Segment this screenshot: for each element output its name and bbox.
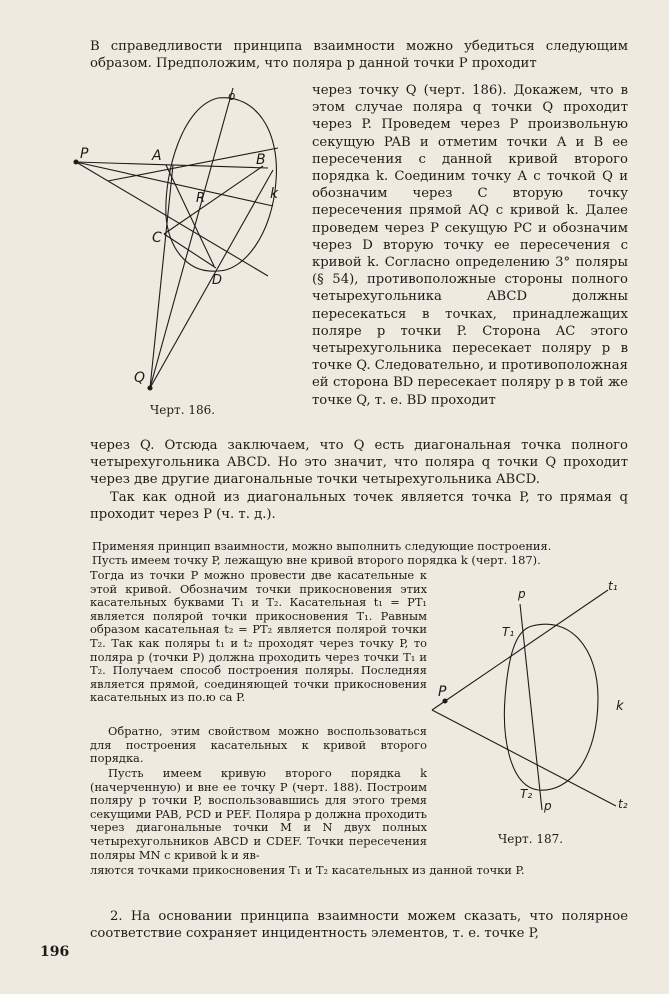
paragraph-2: Так как одной из диагональных точек является точка P, то прямая q проходит через P (ч. т. д.). [90, 490, 628, 523]
line-extra [108, 148, 278, 181]
page-number: 196 [40, 944, 70, 960]
small-paragraph-3: Тогда из точки P можно провести две касательные к этой кривой. Обозначим точки прикосновения этих касательных буквами T₁ и T₂. Касательная t₁ = PT₁ является полярой точки прикосновения T₁. Равным образом касательная t₂ = PT₂ является полярой точки T₂. Так как поляры t₁ и t₂ проходят через точку P, то поляра p (точки P) должна проходить через точки T₁ и T₂. Получаем способ построения поляры. Последняя является прямой, соединяющей точки прикосновения касательных из по.ю са P. [90, 568, 427, 705]
label-Q: Q [134, 370, 146, 386]
paragraph-1-wrap: через точку Q (черт. 186). Докажем, что в этом случае поляра q точки Q проходит через P. Проведем через P произвольную секущую PAB и отметим точки A и B ее пересечения с данной кривой второго порядка k. Соединим точку A с точкой Q и обозначим через C вторую точку пересечения прямой AQ с кривой k. Далее проведем через P секущую PC и обозначим через D вторую точку ее пересечения с кривой k. Согласно определению 3° поляры (§ 54), противоположные стороны полного четырехугольника ABCD должны пересекаться в точках, принадлежащих поляре p точки P. Сторона AC этого четырехугольника пересекает поляру p в точке Q. Следовательно, и противоположная ей сторона BD пересекает поляру p в той же точке Q, т. е. BD проходит [312, 83, 628, 408]
label-k: k [270, 186, 279, 202]
label-P: P [80, 146, 89, 162]
polar-p [520, 604, 542, 810]
figure-186-caption: Черт. 186. [150, 403, 216, 417]
label-C: C [152, 230, 162, 246]
label-t2: t₂ [618, 797, 628, 811]
label-R: R [196, 191, 206, 206]
small-paragraph-2: Пусть имеем точку P, лежащую вне кривой второго порядка k (черт. 187). [92, 553, 541, 567]
label-o: o [228, 89, 236, 103]
label-D: D [212, 273, 223, 288]
line-cd [164, 234, 216, 268]
label-A: A [152, 148, 162, 164]
label-T1: T₁ [502, 625, 515, 639]
paragraph-1-full: В справедливости принципа взаимности можно убедиться следующим образом. Предположим, что поляра p данной точки P проходит [90, 39, 628, 72]
label-B: B [256, 152, 266, 168]
line-ac [150, 165, 173, 388]
curve-k [504, 624, 598, 790]
figure-186 [68, 86, 300, 406]
label-p-bottom: p [544, 799, 552, 813]
paragraph-3: 2. На основании принципа взаимности можем сказать, что полярное соответствие сохраняет инцидентность элементов, т. е. точке P, [90, 909, 628, 942]
paragraph-1-continuation: через Q. Отсюда заключаем, что Q есть диагональная точка полного четырехугольника ABCD. Но это значит, что поляра q точки Q проходит через две другие диагональные точки четырехугольника ABCD. [90, 438, 628, 488]
label-k: k [616, 699, 624, 714]
figure-187-caption: Черт. 187. [498, 832, 564, 846]
curve-k [166, 98, 277, 272]
small-paragraph-6: ляются точками прикосновения T₁ и T₂ касательных из данной точки P. [90, 863, 525, 877]
label-p-top: p [518, 587, 526, 601]
polar-line [150, 88, 236, 388]
small-paragraph-4: Обратно, этим свойством можно воспользоваться для построения касательных к кривой второго порядка. [90, 724, 427, 766]
small-paragraph-1: Применяя принцип взаимности, можно выполнить следующие построения. [92, 539, 552, 553]
label-P: P [438, 684, 447, 700]
figure-187 [420, 578, 652, 828]
label-t1: t₁ [608, 579, 618, 593]
small-paragraph-5: Пусть имеем кривую второго порядка k (начерченную) и вне ее точку P (черт. 188). Построим поляру p точки P, воспользовавшись для этого тремя секущими PAB, PCD и PEF. Поляра p должна проходить через диагональные точки M и N двух полных четырехугольников ABCD и CDEF. Точки пересечения поляры MN с кривой k и яв- [90, 766, 427, 862]
label-T2: T₂ [520, 787, 533, 801]
